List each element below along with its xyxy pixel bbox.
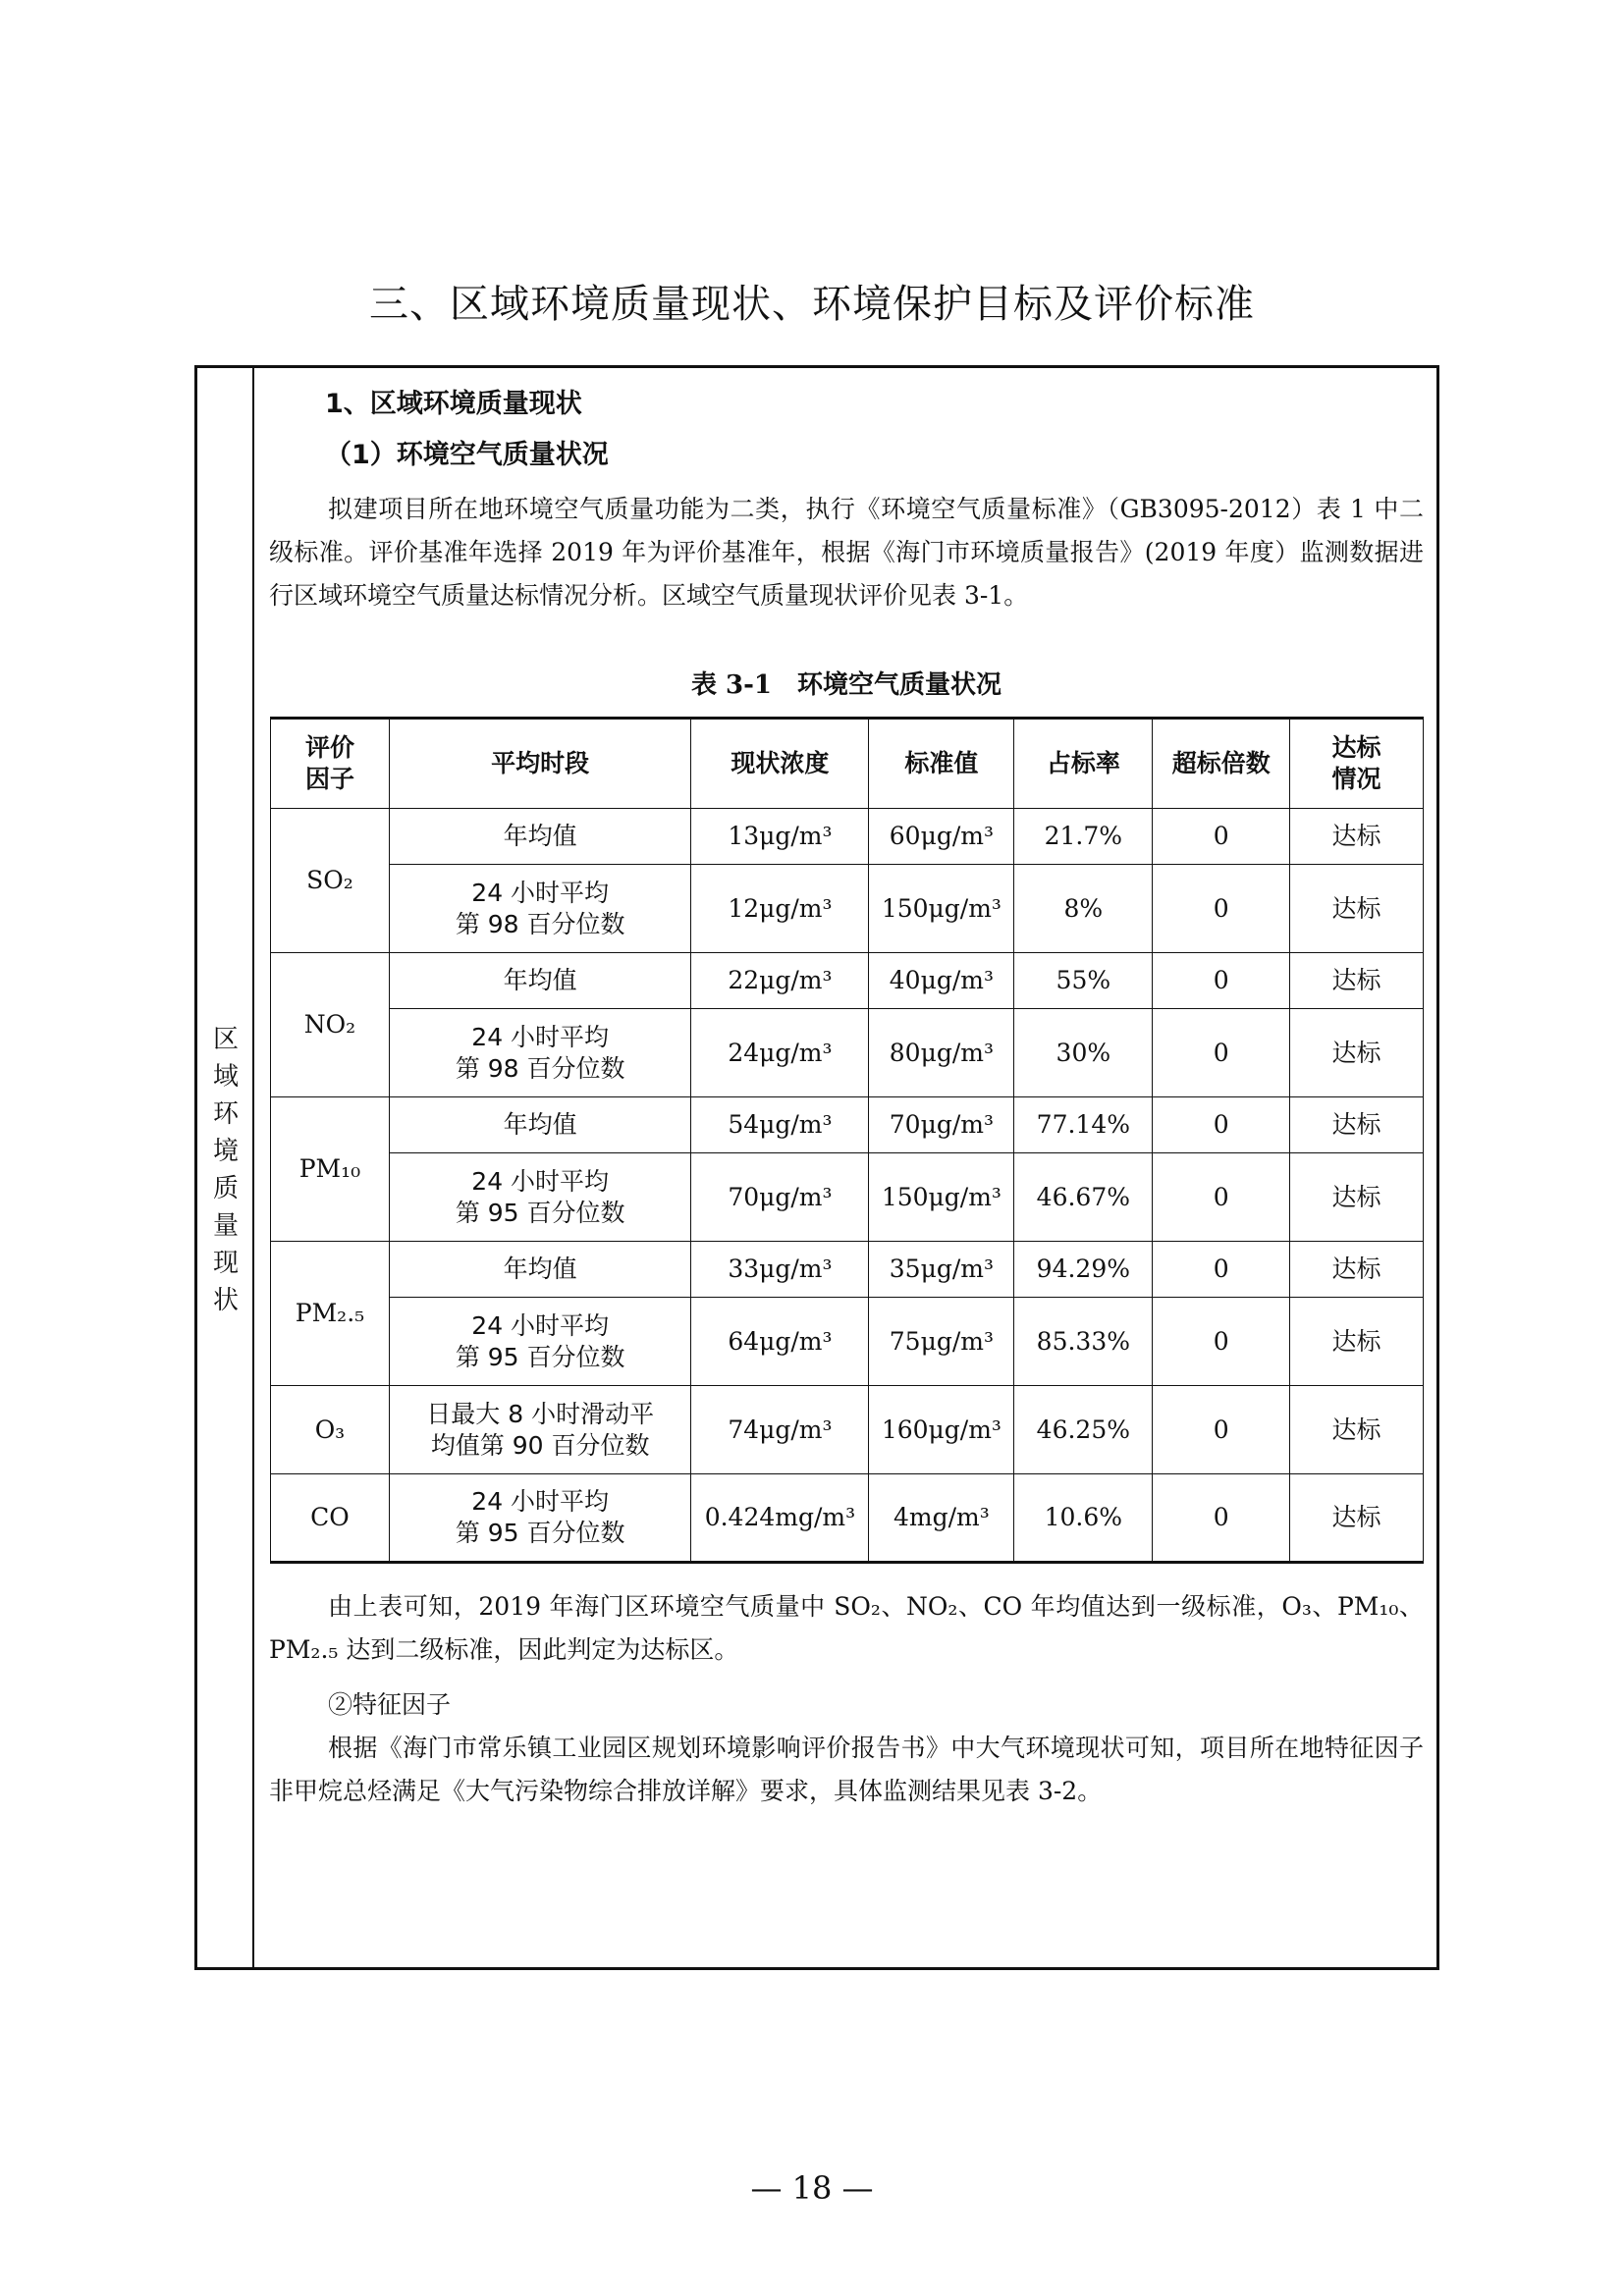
table-header-row <box>271 719 1424 809</box>
header-period: 平均时段 <box>389 719 691 809</box>
concentration-cell: 24μg/m³ <box>691 1009 869 1097</box>
factor-cell: NO₂ <box>271 953 390 1097</box>
ratio-cell: 8% <box>1014 865 1153 953</box>
header-ratio: 占标率 <box>1014 719 1153 809</box>
exceed-cell: 0 <box>1153 1242 1290 1298</box>
period-cell: 24 小时平均 第 95 百分位数 <box>389 1153 691 1242</box>
side-char: 区 <box>212 1025 239 1054</box>
period-cell: 24 小时平均 第 98 百分位数 <box>389 1009 691 1097</box>
concentration-cell: 54μg/m³ <box>691 1097 869 1153</box>
standard-cell: 75μg/m³ <box>869 1298 1014 1386</box>
exceed-cell: 0 <box>1153 1153 1290 1242</box>
status-cell: 达标 <box>1290 1474 1424 1563</box>
concentration-cell: 22μg/m³ <box>691 953 869 1009</box>
header-status: 达标 情况 <box>1290 719 1424 809</box>
exceed-cell: 0 <box>1153 865 1290 953</box>
side-label <box>197 1021 254 1319</box>
header-factor: 评价 因子 <box>271 719 390 809</box>
table-row <box>271 1097 1424 1153</box>
period-cell: 年均值 <box>389 1097 691 1153</box>
period-cell: 24 小时平均 第 98 百分位数 <box>389 865 691 953</box>
table-row <box>271 865 1424 953</box>
table-row <box>271 1298 1424 1386</box>
factor-cell: CO <box>271 1474 390 1563</box>
period-cell: 年均值 <box>389 809 691 865</box>
period-cell: 日最大 8 小时滑动平 均值第 90 百分位数 <box>389 1386 691 1474</box>
standard-cell: 40μg/m³ <box>869 953 1014 1009</box>
factor-cell: SO₂ <box>271 809 390 953</box>
status-cell: 达标 <box>1290 1009 1424 1097</box>
intro-paragraph <box>269 488 1424 617</box>
exceed-cell: 0 <box>1153 809 1290 865</box>
conclusion-paragraph <box>269 1585 1424 1672</box>
table-row <box>271 809 1424 865</box>
period-cell: 年均值 <box>389 1242 691 1298</box>
standard-cell: 60μg/m³ <box>869 809 1014 865</box>
side-char: 质 <box>212 1174 239 1203</box>
status-cell: 达标 <box>1290 1153 1424 1242</box>
conclusion-text: 由上表可知，2019 年海门区环境空气质量中 SO₂、NO₂、CO 年均值达到一级标准，O₃、PM₁₀、PM₂.₅ 达到二级标准，因此判定为达标区。 <box>269 1592 1424 1664</box>
factor-cell: O₃ <box>271 1386 390 1474</box>
side-char: 环 <box>212 1099 239 1129</box>
exceed-cell: 0 <box>1153 1097 1290 1153</box>
table-row <box>271 1242 1424 1298</box>
exceed-cell: 0 <box>1153 1298 1290 1386</box>
period-cell: 年均值 <box>389 953 691 1009</box>
status-cell: 达标 <box>1290 865 1424 953</box>
concentration-cell: 70μg/m³ <box>691 1153 869 1242</box>
intro-text: 拟建项目所在地环境空气质量功能为二类，执行《环境空气质量标准》（GB3095-2012）表 1 中二级标准。评价基准年选择 2019 年为评价基准年，根据《海门市环境质量报告》(2019 年度）监测数据进行区域环境空气质量达标情况分析。区域空气质量现状评价见表 3-1。 <box>269 495 1424 610</box>
content-frame <box>194 365 1439 1970</box>
ratio-cell: 21.7% <box>1014 809 1153 865</box>
exceed-cell: 0 <box>1153 1474 1290 1563</box>
status-cell: 达标 <box>1290 809 1424 865</box>
table-row <box>271 1009 1424 1097</box>
period-cell: 24 小时平均 第 95 百分位数 <box>389 1298 691 1386</box>
standard-cell: 80μg/m³ <box>869 1009 1014 1097</box>
exceed-cell: 0 <box>1153 953 1290 1009</box>
standard-cell: 160μg/m³ <box>869 1386 1014 1474</box>
air-quality-table <box>270 717 1424 1564</box>
section-heading: 1、区域环境质量现状 <box>325 389 582 419</box>
side-char: 现 <box>212 1249 239 1278</box>
header-exceed: 超标倍数 <box>1153 719 1290 809</box>
standard-cell: 35μg/m³ <box>869 1242 1014 1298</box>
concentration-cell: 0.424mg/m³ <box>691 1474 869 1563</box>
standard-cell: 150μg/m³ <box>869 1153 1014 1242</box>
ratio-cell: 55% <box>1014 953 1153 1009</box>
table-row <box>271 953 1424 1009</box>
concentration-cell: 13μg/m³ <box>691 809 869 865</box>
concentration-cell: 12μg/m³ <box>691 865 869 953</box>
exceed-cell: 0 <box>1153 1009 1290 1097</box>
subsection-heading: （1）环境空气质量状况 <box>325 440 609 470</box>
status-cell: 达标 <box>1290 1242 1424 1298</box>
side-char: 状 <box>212 1286 239 1315</box>
ratio-cell: 77.14% <box>1014 1097 1153 1153</box>
ratio-cell: 94.29% <box>1014 1242 1153 1298</box>
status-cell: 达标 <box>1290 1386 1424 1474</box>
standard-cell: 150μg/m³ <box>869 865 1014 953</box>
standard-cell: 70μg/m³ <box>869 1097 1014 1153</box>
page-number: — 18 — <box>750 2169 874 2207</box>
ratio-cell: 85.33% <box>1014 1298 1153 1386</box>
status-cell: 达标 <box>1290 1298 1424 1386</box>
feature-heading: ②特征因子 <box>328 1690 452 1719</box>
exceed-cell: 0 <box>1153 1386 1290 1474</box>
header-standard: 标准值 <box>869 719 1014 809</box>
feature-text: 根据《海门市常乐镇工业园区规划环境影响评价报告书》中大气环境现状可知，项目所在地特征因子非甲烷总烃满足《大气污染物综合排放详解》要求，具体监测结果见表 3-2。 <box>269 1734 1424 1805</box>
factor-cell: PM₁₀ <box>271 1097 390 1242</box>
side-char: 量 <box>212 1211 239 1241</box>
header-concentration: 现状浓度 <box>691 719 869 809</box>
page-title: 三、区域环境质量现状、环境保护目标及评价标准 <box>369 282 1255 327</box>
factor-cell: PM₂.₅ <box>271 1242 390 1386</box>
table-row <box>271 1386 1424 1474</box>
status-cell: 达标 <box>1290 953 1424 1009</box>
side-char: 域 <box>212 1062 239 1092</box>
status-cell: 达标 <box>1290 1097 1424 1153</box>
ratio-cell: 10.6% <box>1014 1474 1153 1563</box>
ratio-cell: 46.67% <box>1014 1153 1153 1242</box>
standard-cell: 4mg/m³ <box>869 1474 1014 1563</box>
table-caption: 表 3-1 环境空气质量状况 <box>690 670 1002 700</box>
period-cell: 24 小时平均 第 95 百分位数 <box>389 1474 691 1563</box>
table-row <box>271 1153 1424 1242</box>
concentration-cell: 33μg/m³ <box>691 1242 869 1298</box>
side-char: 境 <box>212 1137 239 1166</box>
ratio-cell: 46.25% <box>1014 1386 1153 1474</box>
ratio-cell: 30% <box>1014 1009 1153 1097</box>
concentration-cell: 64μg/m³ <box>691 1298 869 1386</box>
feature-paragraph <box>269 1727 1424 1813</box>
table-row <box>271 1474 1424 1563</box>
side-column <box>197 368 254 1967</box>
concentration-cell: 74μg/m³ <box>691 1386 869 1474</box>
